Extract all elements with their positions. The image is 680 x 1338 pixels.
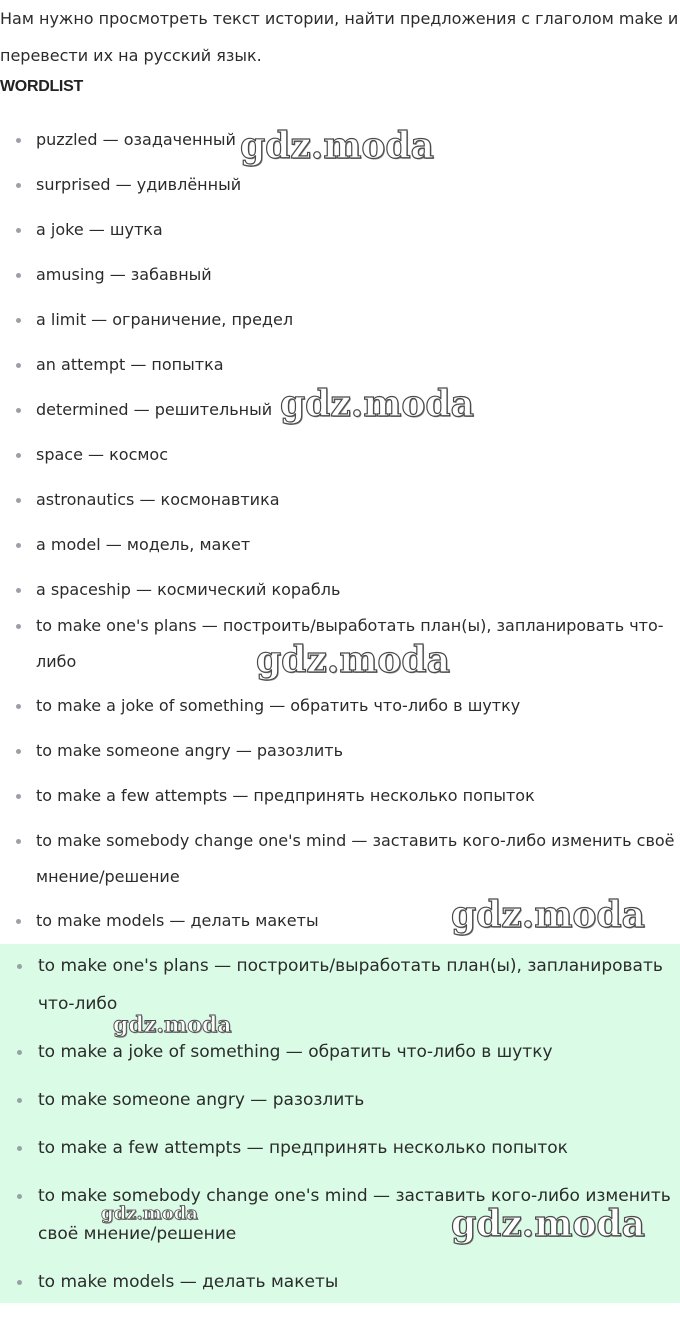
bullet-icon: [17, 1098, 22, 1103]
answer-item: to make a few attempts — предпринять несколько попыток: [0, 1129, 680, 1167]
list-item: a spaceship — космический корабль: [0, 572, 680, 608]
intro-text: [0, 0, 680, 74]
wordlist-heading: WORDLIST: [0, 78, 83, 95]
bullet-icon: [17, 1146, 22, 1151]
watermark: gdz.moda: [113, 1012, 232, 1038]
intro-line-1: Нам нужно просмотреть текст истории, найти предложения с глаголом make и: [0, 9, 679, 28]
bullet-icon: [16, 408, 21, 413]
list-item: an attempt — попытка: [0, 347, 680, 383]
bullet-icon: [16, 273, 21, 278]
list-item: to make somebody change one's mind — заставить кого-либо изменить своё мнение/решение: [0, 823, 680, 895]
bullet-icon: [16, 183, 21, 188]
bullet-icon: [16, 318, 21, 323]
bullet-icon: [17, 1194, 22, 1199]
bullet-icon: [16, 794, 21, 799]
list-item: determined — решительный: [0, 392, 680, 428]
answer-item: to make someone angry — разозлить: [0, 1081, 680, 1119]
bullet-icon: [16, 749, 21, 754]
bullet-icon: [16, 543, 21, 548]
bullet-icon: [16, 704, 21, 709]
bullet-icon: [17, 1050, 22, 1055]
bullet-icon: [17, 1280, 22, 1285]
list-item: to make someone angry — разозлить: [0, 733, 680, 769]
watermark: gdz.moda: [256, 639, 450, 681]
list-item: to make models — делать макеты: [0, 903, 680, 939]
list-item: puzzled — озадаченный: [0, 122, 680, 158]
answer-item: to make a joke of something — обратить что-либо в шутку: [0, 1033, 680, 1071]
answer-item: to make models — делать макеты: [0, 1263, 680, 1301]
watermark: gdz.moda: [451, 1203, 645, 1245]
bullet-icon: [16, 453, 21, 458]
bullet-icon: [16, 588, 21, 593]
watermark: gdz.moda: [451, 894, 645, 936]
list-item: to make a joke of something — обратить что-либо в шутку: [0, 688, 680, 724]
answer-item: to make somebody change one's mind — заставить кого-либо изменить своё мнение/решение: [0, 1177, 680, 1253]
bullet-icon: [16, 363, 21, 368]
list-item: amusing — забавный: [0, 257, 680, 293]
bullet-icon: [16, 839, 21, 844]
answer-list: [0, 947, 680, 1311]
watermark: gdz.moda: [280, 383, 474, 425]
watermark: gdz.moda: [101, 1203, 198, 1224]
bullet-icon: [16, 138, 21, 143]
bullet-icon: [16, 498, 21, 503]
bullet-icon: [16, 228, 21, 233]
wordlist: [0, 122, 680, 948]
list-item: a limit — ограничение, предел: [0, 302, 680, 338]
bullet-icon: [16, 919, 21, 924]
list-item: surprised — удивлённый: [0, 167, 680, 203]
intro-line-2: перевести их на русский язык.: [0, 46, 262, 65]
answer-item: to make one's plans — построить/выработать план(ы), запланировать что-либо: [0, 947, 680, 1023]
watermark: gdz.moda: [240, 125, 434, 167]
list-item: a joke — шутка: [0, 212, 680, 248]
list-item: to make a few attempts — предпринять несколько попыток: [0, 778, 680, 814]
bullet-icon: [16, 624, 21, 629]
list-item: to make one's plans — построить/выработать план(ы), запланировать что-либо: [0, 608, 680, 680]
list-item: a model — модель, макет: [0, 527, 680, 563]
list-item: space — космос: [0, 437, 680, 473]
list-item: astronautics — космонавтика: [0, 482, 680, 518]
bullet-icon: [17, 964, 22, 969]
